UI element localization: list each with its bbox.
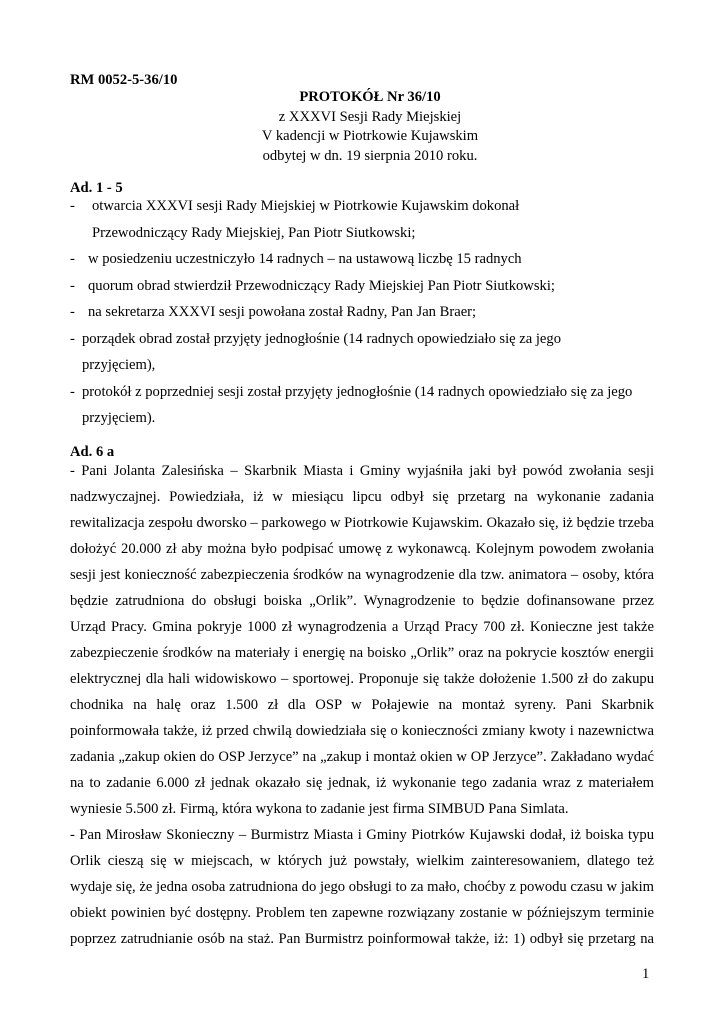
title-block: [170, 88, 570, 166]
list-item: [70, 299, 660, 326]
title-line-date: odbytej w dn. 19 sierpnia 2010 roku.: [262, 147, 478, 164]
list-item-line: w posiedzeniu uczestniczyło 14 radnych – na ustawową liczbę 15 radnych: [88, 251, 522, 267]
list-item-line: przyjęciem).: [82, 410, 156, 426]
paragraph-line: nadzwyczajnej. Powiedziała, iż w miesiącu lipcu odbył się przetarg na wykonanie zadania: [70, 489, 654, 505]
list-item-line: przyjęciem),: [82, 357, 156, 373]
agenda-list: [70, 193, 660, 432]
paragraph-line: poinformowała także, iż przed chwilą dowiedziała się o konieczności zmiany kwoty i nazewnictwa: [70, 723, 654, 739]
paragraph-line: obiekt powinien być dostępny. Problem ten zapewne rozwiązany zostanie w późniejszym terminie: [70, 905, 654, 921]
paragraph-line: Urząd Pracy. Gmina pokryje 1000 zł wynagrodzenia a Urząd Pracy 700 zł. Konieczne jest także: [70, 619, 654, 635]
list-item-line: protokół z poprzedniej sesji został przyjęty jednogłośnie (14 radnych opowiedziało się za jego: [82, 383, 633, 400]
title-line-session: z XXXVI Sesji Rady Miejskiej: [278, 108, 462, 125]
paragraph-line: sesji jest konieczność zabezpieczenia środków na wynagrodzenie dla tzw. animatora – osoby, która: [70, 567, 654, 583]
protocol-title: PROTOKÓŁ Nr 36/10: [299, 89, 441, 105]
paragraph-line: wydaje się, że jedna osoba zatrudniona do jego obsługi to za mało, choćby z powodu czasu w jakim: [70, 879, 654, 895]
paragraph-treasurer: [70, 458, 654, 822]
list-item-line: porządek obrad został przyjęty jednogłośnie (14 radnych opowiedziało się za jego: [82, 330, 561, 347]
title-line-term: V kadencji w Piotrkowie Kujawskim: [261, 128, 479, 144]
list-item-line: Przewodniczący Rady Miejskiej, Pan Piotr Siutkowski;: [92, 224, 416, 241]
list-dash: -: [70, 383, 75, 400]
list-dash: -: [70, 277, 75, 294]
paragraph-line: rewitalizacja zespołu dworsko – parkowego w Piotrkowie Kujawskim. Okazało się, iż będzie trzeba: [70, 515, 654, 531]
list-dash: -: [70, 251, 75, 267]
paragraph-mayor: [70, 822, 654, 952]
list-item: [70, 273, 660, 300]
paragraph-line: na to zadanie 6.000 zł jednak okazało się jednak, iż wykonanie tego zadania wraz z materiałem: [70, 775, 654, 791]
list-item-line: quorum obrad stwierdził Przewodniczący Rady Miejskiej Pan Piotr Siutkowski;: [88, 277, 555, 294]
list-item-line: otwarcia XXXVI sesji Rady Miejskiej w Piotrkowie Kujawskim dokonał: [92, 198, 520, 214]
paragraph-line: - Pan Mirosław Skonieczny – Burmistrz Miasta i Gminy Piotrków Kujawski dodał, iż boiska typu: [70, 827, 654, 843]
list-item: [70, 246, 660, 273]
paragraph-line: dołożyć 20.000 zł aby można było podpisać umowę z wykonawcą. Kolejnym powodem zwołania: [70, 541, 654, 557]
paragraph-line: zabezpieczenie środków na materiały i energię na boisko „Orlik” oraz na pokrycie kosztów energii: [70, 645, 654, 661]
page-number: 1: [642, 966, 650, 982]
section-heading: Ad. 1 - 5: [70, 180, 123, 196]
list-item: [70, 326, 660, 379]
paragraph-line: poprzez zatrudnianie osób na staż. Pan Burmistrz poinformował także, iż: 1) odbył się przetarg na: [70, 931, 654, 947]
paragraph-line: zadania „zakup okien do OSP Jerzyce” na „zakup i montaż okien w OP Jerzyce”. Zakładano wydać: [70, 749, 654, 765]
list-dash: -: [70, 198, 75, 214]
paragraph-line: będzie zatrudniona do obsługi boiska „Orlik”. Wynagrodzenie to będzie dofinansowane przez: [70, 593, 654, 609]
section-heading: Ad. 6 a: [70, 444, 115, 460]
paragraph-line: chodnika na halę oraz 1.500 zł dla OSP w Połajewie na montaż syreny. Pani Skarbnik: [70, 697, 654, 713]
list-dash: -: [70, 304, 75, 320]
paragraph-line: elektrycznej dla hali widowiskowo – sportowej. Proponuje się także dołożenie 1.500 zł do zakupu: [70, 671, 654, 687]
document-reference: RM 0052-5-36/10: [70, 72, 178, 88]
list-item: [70, 379, 660, 432]
paragraph-line: wyniesie 5.500 zł. Firmą, która wykona to zadanie jest firma SIMBUD Pana Simlata.: [70, 801, 569, 817]
list-item-line: na sekretarza XXXVI sesji powołana został Radny, Pan Jan Braer;: [88, 304, 477, 320]
paragraph-line: Orlik cieszą się w miejscach, w których już powstały, wielkim zainteresowaniem, dlatego też: [70, 853, 654, 869]
list-dash: -: [70, 330, 75, 347]
paragraph-line: - Pani Jolanta Zalesińska – Skarbnik Miasta i Gminy wyjaśniła jaki był powód zwołania sesji: [70, 463, 654, 479]
list-item: [70, 193, 660, 246]
